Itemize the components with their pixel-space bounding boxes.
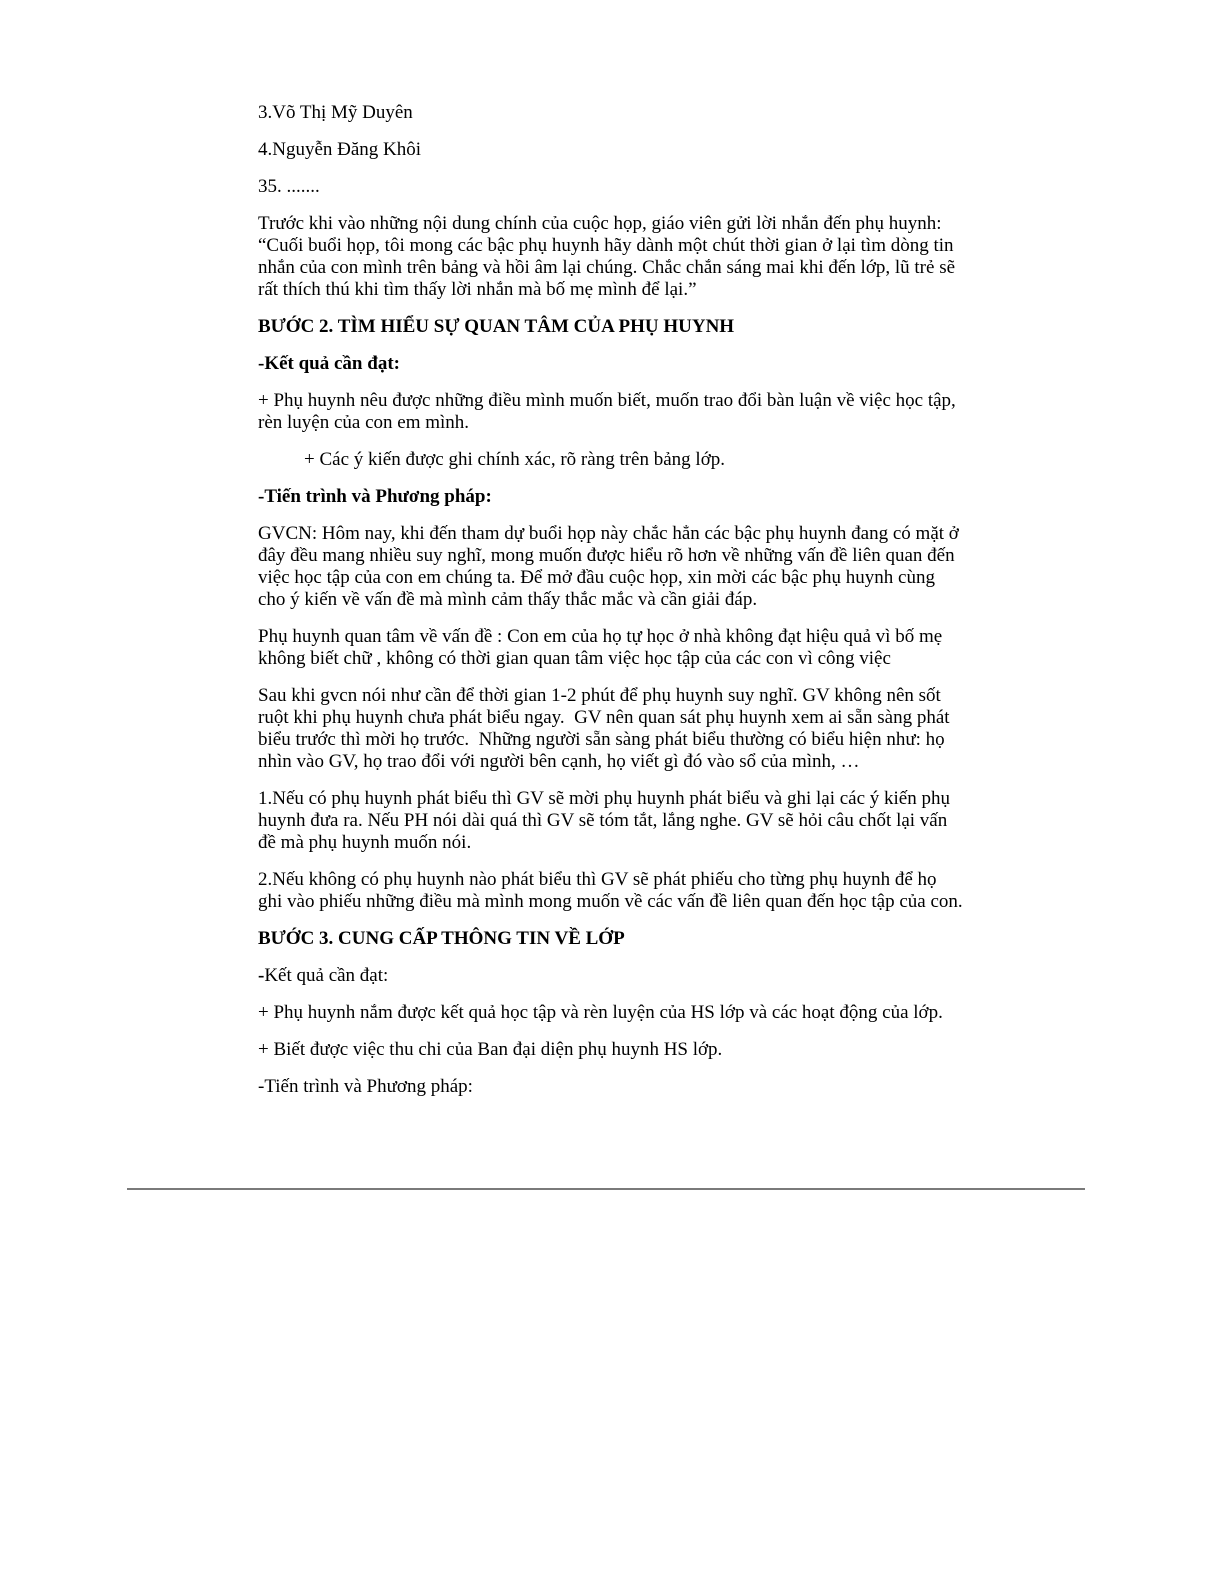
text-run: 35. ....... — [258, 176, 320, 197]
paragraph — [258, 1039, 964, 1061]
text-run: 3.Võ Thị Mỹ Duyên — [258, 102, 413, 123]
text-run: BƯỚC 3. CUNG CẤP THÔNG TIN VỀ LỚP — [258, 928, 625, 949]
text-run: + Biết được việc thu chi của Ban đại diện phụ huynh HS lớp. — [258, 1039, 723, 1060]
page-divider — [127, 1188, 1085, 1190]
section-heading — [258, 928, 964, 950]
text-run: Sau khi gvcn nói như cần để thời gian 1-2 phút để phụ huynh suy nghĩ. GV không nên sốt ruột khi phụ huynh chưa phát biểu ngay. GV nên quan sát phụ huynh xem ai sẵn sàng phát biểu trước thì mời họ trước. Những người sẵn sàng phát biểu thường có biểu hiện như: họ nhìn vào GV, họ trao đổi với người bên cạnh, họ viết gì đó vào sổ của mình, … — [258, 685, 955, 772]
paragraph — [258, 353, 964, 375]
paragraph — [258, 965, 964, 987]
section-heading — [258, 316, 964, 338]
paragraph — [258, 1076, 964, 1098]
text-run: 2.Nếu không có phụ huynh nào phát biểu thì GV sẽ phát phiếu cho từng phụ huynh để họ ghi vào phiếu những điều mà mình mong muốn về các vấn đề liên quan đến học tập của con. — [258, 869, 963, 912]
text-run: + Phụ huynh nắm được kết quả học tập và rèn luyện của HS lớp và các hoạt động của lớp. — [258, 1002, 943, 1023]
paragraph — [258, 390, 964, 434]
paragraph — [258, 1002, 964, 1024]
paragraph — [258, 176, 964, 198]
text-run: + Các ý kiến được ghi chính xác, rõ ràng trên bảng lớp. — [304, 449, 725, 470]
paragraph — [258, 486, 964, 508]
paragraph — [258, 139, 964, 161]
paragraph — [258, 102, 964, 124]
text-run: -Tiến trình và Phương pháp: — [258, 1076, 473, 1097]
text-run: - — [258, 965, 265, 986]
text-run: 4.Nguyễn Đăng Khôi — [258, 139, 422, 160]
text-run: GVCN: Hôm nay, khi đến tham dự buổi họp này chắc hẳn các bậc phụ huynh đang có mặt ở đây đều mang nhiều suy nghĩ, mong muốn được hiểu rõ hơn về những vấn đề liên quan đến việc học tập của con em chúng ta. Để mở đầu cuộc họp, xin mời các bậc phụ huynh cùng cho ý kiến về vấn đề mà mình cảm thấy thắc mắc và cần giải đáp. — [258, 523, 964, 610]
paragraph — [258, 449, 964, 471]
paragraph — [258, 788, 964, 854]
text-run: Trước khi vào những nội dung chính của cuộc họp, giáo viên gửi lời nhắn đến phụ huynh: “Cuối buổi họp, tôi mong các bậc phụ huynh hãy dành một chút thời gian ở lại tìm dòng tin nhắn của con mình trên bảng và hồi âm lại chúng. Chắc chắn sáng mai khi đến lớp, lũ trẻ sẽ rất thích thú khi tìm thấy lời nhắn mà bố mẹ mình để lại.” — [258, 213, 960, 300]
document-content — [258, 102, 964, 1113]
paragraph — [258, 626, 964, 670]
text-run: -Tiến trình và Phương pháp: — [258, 486, 492, 507]
paragraph — [258, 869, 964, 913]
paragraph — [258, 523, 964, 611]
text-run: Kết quả cần đạt: — [264, 965, 389, 986]
text-run: BƯỚC 2. TÌM HIỂU SỰ QUAN TÂM CỦA PHỤ HUYNH — [258, 316, 735, 337]
text-run: + Phụ huynh nêu được những điều mình muốn biết, muốn trao đổi bàn luận về việc học tập, rèn luyện của con em mình. — [258, 390, 961, 433]
paragraph — [258, 685, 964, 773]
paragraph — [258, 213, 964, 301]
text-run: 1.Nếu có phụ huynh phát biểu thì GV sẽ mời phụ huynh phát biểu và ghi lại các ý kiến phụ huynh đưa ra. Nếu PH nói dài quá thì GV sẽ tóm tắt, lắng nghe. GV sẽ hỏi câu chốt lại vấn đề mà phụ huynh muốn nói. — [258, 788, 955, 853]
text-run: Phụ huynh quan tâm về vấn đề : Con em của họ tự học ở nhà không đạt hiệu quả vì bố mẹ không biết chữ , không có thời gian quan tâm việc học tập của các con vì công việc — [258, 626, 947, 669]
text-run: -Kết quả cần đạt: — [258, 353, 400, 374]
